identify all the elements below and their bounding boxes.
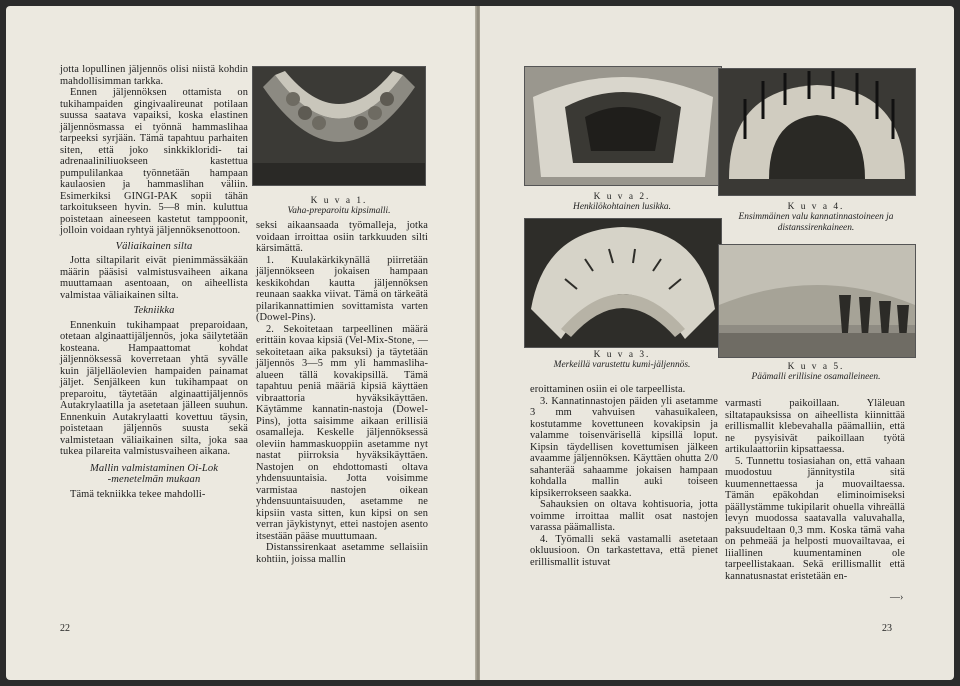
figure-1-photo: [252, 66, 426, 186]
paragraph: Tämä tekniikka tekee mahdolli-: [70, 488, 206, 500]
dental-model-image: [253, 67, 425, 185]
master-model-image: [719, 245, 915, 357]
paragraph: seksi aikaansaada työmalleja, jotka voidaan irroittaa osiin tarkkuuden silti kärsimättä.: [256, 220, 428, 254]
paragraph: 5. Tunnettu tosiasiahan on, että vahaan muodostuu jännitystila sitä kuumennettaessa ja muovailtaessa. Tämän epäkohdan eliminoimiseksi päällystämme tukipilarit ohuella vihreällä levyn muodossa saatavalla valuvahalla, paksuudeltaan 0,3 mm. Koska tämä vaha on pehmeää ja helposti muovailtavaa, ei liiallinen kuumentaminen ole tarpeellistakaan. Sekä erillismallit että kannatusnastat eristetään en-: [725, 455, 905, 582]
figure-label: K u v a 2.: [593, 192, 651, 202]
figure-text: Merkeillä varustettu kumi-jäljennös.: [553, 360, 691, 371]
right-column-1: [530, 384, 718, 568]
figure-label: K u v a 5.: [787, 362, 845, 372]
paragraph: varmasti paikoillaan. Yläleuan siltatapauksissa on aiheellista kiinnittää erillismallit klebevahalla päämalliin, että ne pysyisivät paikoillaan työtä artikulaattoriin kipsattaessa.: [725, 398, 905, 455]
heading-line: Mallin valmistaminen Oi-Lok: [89, 462, 219, 474]
left-column-2: [256, 220, 428, 565]
figure-5-photo: [718, 244, 916, 358]
figure-3-caption: [524, 350, 720, 371]
heading-line: -menetelmän mukaan: [107, 474, 201, 485]
section-heading: Väliaikainen silta: [115, 240, 193, 252]
paragraph: Ennen jäljennöksen ottamista on tukihampaiden gingivaalireunat potilaan suussa saatava vapaiksi, koska elastinen jäljennösmassa ei työnnä hammaslihaa tarpeeksi syrjään. Tämä tapahtuu parhaiten siten, että joko sinkkikloridi- tai adrenaaliniliuokseen kastettua pumpulilankaa työnnetään hampaan kaulaosien ja hammaslihan väliin. Esimerkiksi GINGI-PAK sopii tähän tarkoitukseen hyvin. 5—8 min. kuluttua poistetaan aineeseen kastetut tamppoonit, jolloin voidaan ryhtyä jäljennöksenottoon.: [60, 87, 248, 236]
figure-4-photo: [718, 68, 916, 196]
paragraph: 4. Työmalli sekä vastamalli asetetaan okluusioon. On tarkastettava, että pienet erillismallit istuvat: [530, 533, 718, 568]
paragraph: Distanssirenkaat asetamme sellaisiin kohtiin, joissa mallin: [256, 542, 428, 565]
right-column-2: [725, 398, 905, 582]
figure-text: Päämalli erillisine osamalleineen.: [751, 372, 881, 383]
left-column-1: [60, 64, 248, 500]
figure-2-caption: [524, 192, 720, 213]
paragraph: 3. Kannatinnastojen päiden yli asetamme 3 mm vahvuisen vahasuikaleen, kostutamme kovettuneen kovakipsin ja valamme toisenvärisellä kipsillä loput. Kipsin täydellisen kovettumisen jälkeen avaamme jäljennöksen. Käyttäen ohutta 2/0 sahanterää sahaamme jokaisen hampaan kohdalla mallin auki toiseen kipsikerrokseen saakka.: [530, 395, 718, 499]
paragraph: Jotta siltapilarit eivät pienimmässäkään määrin pääsisi valmistusvaiheen aikana muuttamaan asentoaan, on aiheellista valmistaa väliaikainen silta.: [60, 255, 248, 301]
continue-arrow: —›: [890, 592, 904, 603]
section-heading: [60, 463, 248, 486]
figure-text: Vaha-preparoitu kipsimalli.: [287, 206, 391, 217]
impression-tray-image: [525, 67, 721, 185]
paragraph: Sahauksien on oltava kohtisuoria, jotta voimme irroittaa mallit osat nastojen varassa päämallista.: [530, 499, 718, 533]
figure-1-caption: [254, 196, 424, 217]
figure-label: K u v a 3.: [593, 350, 651, 360]
paragraph: 1. Kuulakärkikynällä piirretään jäljennökseen jokaisen hampaan keskikohdan kautta jäljennöksen reunaan saakka viivat. Tämä on tärkeätä pilarikannattimien sovittamista varten (Dowel-Pins).: [256, 254, 428, 323]
section-heading: Tekniikka: [133, 305, 175, 316]
rubber-impression-image: [525, 219, 721, 347]
paragraph: eroittaminen osiin ei ole tarpeellista.: [530, 384, 686, 395]
left-page: [6, 6, 476, 680]
figure-label: K u v a 4.: [787, 202, 845, 212]
figure-4-caption: [716, 202, 916, 233]
figure-label: K u v a 1.: [310, 196, 368, 206]
figure-5-caption: [718, 362, 914, 383]
page-number: 23: [882, 623, 892, 634]
figure-text: Ensimmäinen valu kannatinnastoineen ja distanssirenkaineen.: [738, 212, 894, 233]
right-page: [480, 6, 954, 680]
figure-text: Henkilökohtainen lusikka.: [573, 202, 671, 213]
figure-2-photo: [524, 66, 722, 186]
paragraph: Ennenkuin tukihampaat preparoidaan, otetaan alginaattijäljennös, joka säilytetään kosteana. Hampaattomat kohdat jäljennöksessä koverretaan yhtä syvälle kuin jäljelläolevien hampaiden painamat jäljet. Senjälkeen kun tukihampaat on preparoitu, täytetään alginaattijäljennös Autakrylaatilla ja asetetaan jälleen suuhun. Ennenkuin Autakrylaatti kovettuu täysin, poistetaan jäljennös suusta sekä valmistetaan väliaikainen silta, joka saa tukea pilareita valmistusvaiheen aikana.: [60, 319, 248, 457]
figure-3-photo: [524, 218, 722, 348]
paragraph: 2. Sekoitetaan tarpeellinen määrä erittäin kovaa kipsiä (Vel-Mix-Stone, — sekoitetaan aika paksuksi) ja täytetään jäljennös 3—5 mm yli hammasliha-alueen tällä kovakipsillä. Tämä tapahtuu peniä määriä kipsiä käyttäen vibraattoria hyväksikäyttäen. Käytämme kannatin-nastoja (Dowel-Pins), jotta saisimme aikaan erillisiä osamalleja. Keskelle jäljennöksessä oleviin hammaskuoppiin asetamme nyt nastat piirroksia hyväksikäyttäen. Nastojen on ehdottomasti oltava yhdensuuntaisia. Jotta voisimme varmistaa nastojen oikean yhdensuuntaisuuden, asetamme ne kipsiin vasta sitten, kun kipsi on sen verran jäykistynyt, ettei nastojen asento itsestään pääse muuttumaan.: [256, 323, 428, 542]
page-number: 22: [60, 623, 70, 634]
cast-with-pins-image: [719, 69, 915, 195]
paragraph: jotta lopullinen jäljennös olisi niistä kohdin mahdollisimman tarkka.: [60, 64, 248, 87]
